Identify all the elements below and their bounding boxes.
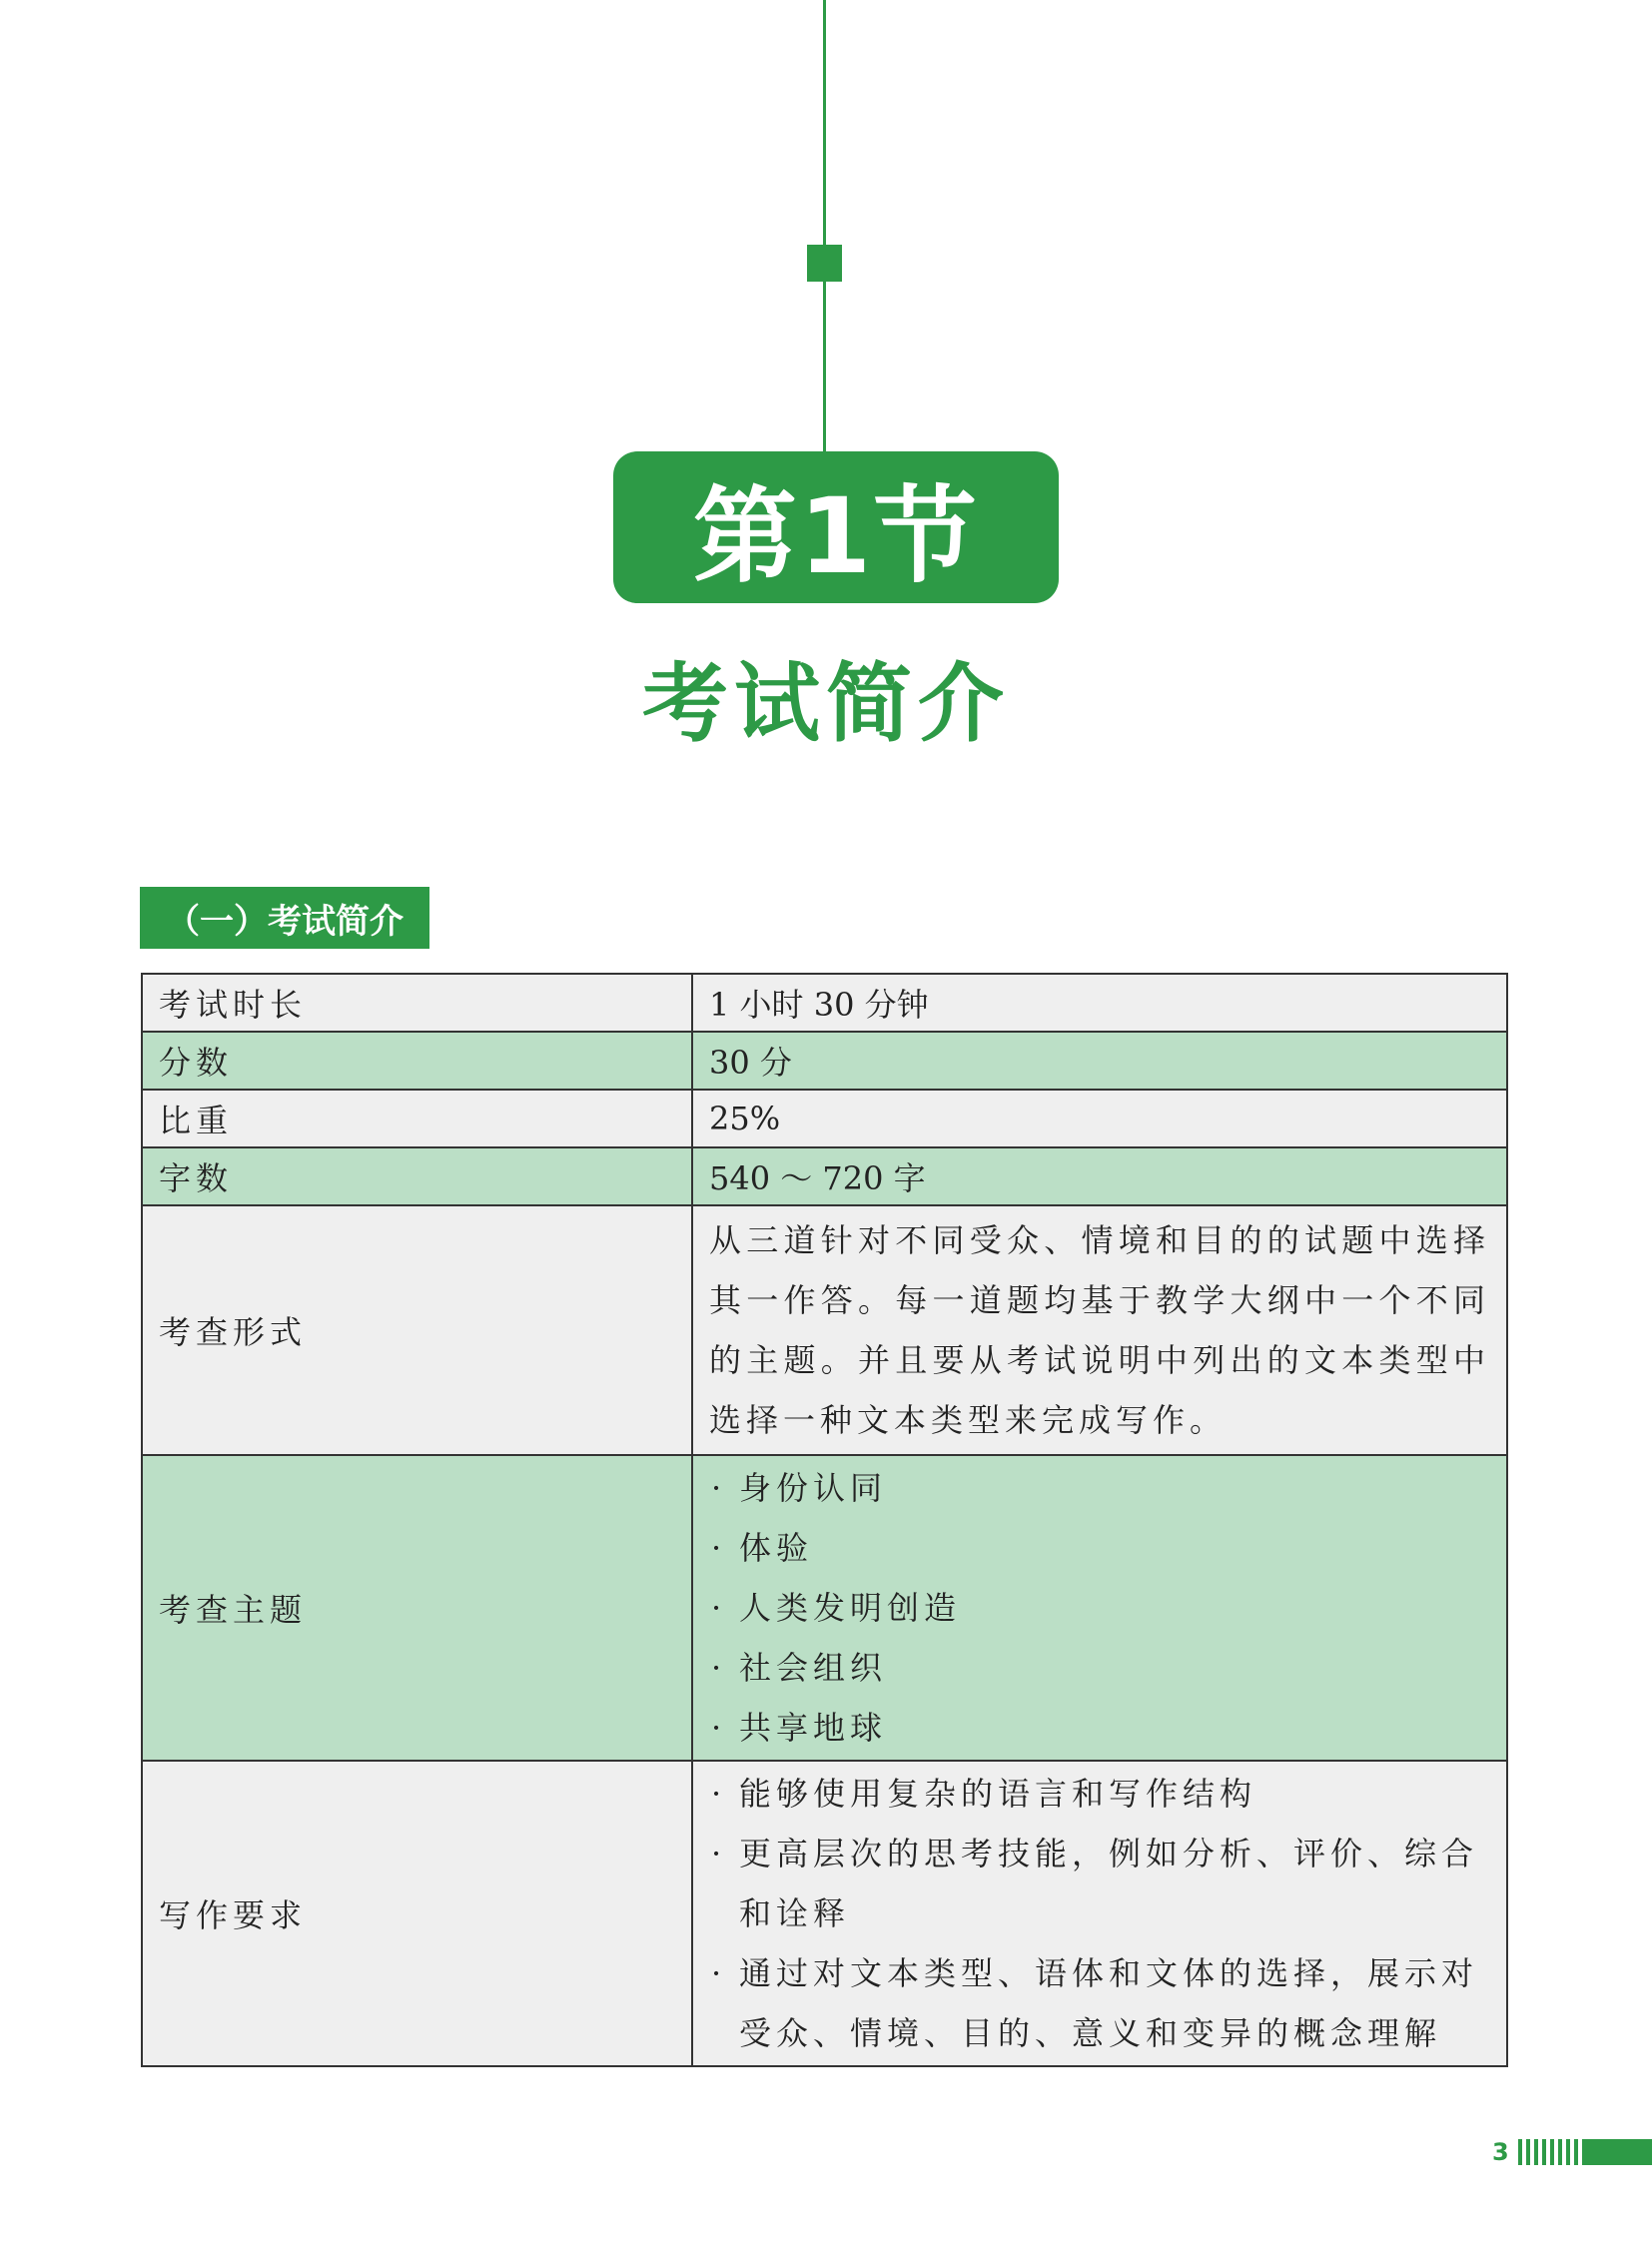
table-row [142, 1455, 1507, 1761]
row-value: 540 ～ 720 字 [692, 1147, 1507, 1205]
row-value: 1 小时 30 分钟 [692, 974, 1507, 1032]
row-label: 考试时长 [142, 974, 692, 1032]
row-label: 比重 [142, 1090, 692, 1147]
row-label: 字数 [142, 1147, 692, 1205]
table-row [142, 1205, 1507, 1455]
table-row [142, 1032, 1507, 1090]
page-stripes-decoration [1518, 2139, 1578, 2165]
page-bar-decoration [1582, 2139, 1652, 2165]
row-value [692, 1455, 1507, 1761]
row-label: 考查形式 [142, 1205, 692, 1455]
themes-list [709, 1456, 1490, 1760]
decorative-vertical-line [823, 0, 826, 451]
list-item: · 人类发明创造 [709, 1578, 1490, 1638]
table-row [142, 1090, 1507, 1147]
list-item: · 通过对文本类型、语体和文体的选择，展示对受众、情境、目的、意义和变异的概念理解 [709, 1943, 1490, 2063]
requirements-list [709, 1762, 1490, 2065]
list-item: · 更高层次的思考技能，例如分析、评价、综合和诠释 [709, 1824, 1490, 1943]
exam-format-paragraph: 从三道针对不同受众、情境和目的的试题中选择其一作答。每一道题均基于教学大纲中一个不同的主题。并且要从考试说明中列出的文本类型中选择一种文本类型来完成写作。 [709, 1221, 1490, 1439]
decorative-square [807, 245, 842, 282]
table-row [142, 974, 1507, 1032]
row-value: 30 分 [692, 1032, 1507, 1090]
subsection-heading-text: （一）考试简介 [166, 901, 404, 942]
row-value [692, 1205, 1507, 1455]
table-row [142, 1761, 1507, 2066]
list-item: · 社会组织 [709, 1638, 1490, 1698]
row-label: 考查主题 [142, 1455, 692, 1761]
list-item: · 共享地球 [709, 1698, 1490, 1758]
section-number-badge [613, 451, 1059, 603]
section-title: 考试简介 [642, 654, 1010, 754]
list-item: · 能够使用复杂的语言和写作结构 [709, 1764, 1490, 1824]
section-number-label: 第1节 [692, 475, 980, 597]
exam-info-table [141, 973, 1508, 2067]
subsection-heading [140, 887, 429, 949]
row-value [692, 1761, 1507, 2066]
table-row [142, 1147, 1507, 1205]
row-label: 分数 [142, 1032, 692, 1090]
page-number: 3 [1492, 2138, 1509, 2166]
list-item: · 身份认同 [709, 1458, 1490, 1518]
row-label: 写作要求 [142, 1761, 692, 2066]
row-value: 25% [692, 1090, 1507, 1147]
list-item: · 体验 [709, 1518, 1490, 1578]
